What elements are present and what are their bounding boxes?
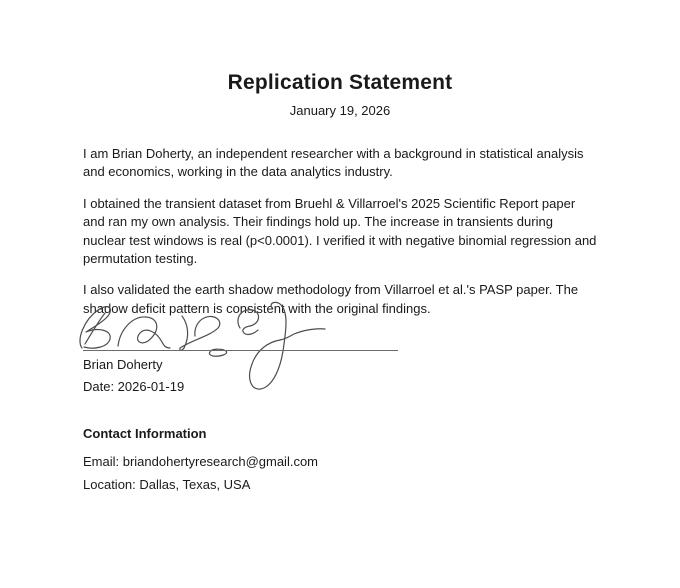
paragraph-shadow-validation: I also validated the earth shadow methodology from Villarroel et al.'s PASP paper. The shadow deficit pattern is consistent with the original findings.: [83, 282, 579, 316]
paragraph-replication-analysis: I obtained the transient dataset from Bruehl & Villarroel's 2025 Scientific Report paper and ran my own analysis. Their findings hold up. The increase in transients during nuclear test windows is real (p<0.0001). I verified it with negative binomial regression and permutation testing.: [83, 195, 597, 267]
document-date: January 19, 2026: [289, 103, 391, 118]
paragraph-introduction: I am Brian Doherty, an independent researcher with a background in statistical analysis and economics, working in the data analytics industry.: [83, 146, 584, 180]
signature-date: Date: 2026-01-19: [83, 379, 185, 394]
contact-information-heading: Contact Information: [83, 426, 207, 441]
signature-line: [83, 350, 398, 351]
contact-location: Location: Dallas, Texas, USA: [83, 477, 251, 492]
contact-email: Email: briandohertyresearch@gmail.com: [83, 454, 319, 469]
page-title: Replication Statement: [227, 71, 453, 94]
signatory-name: Brian Doherty: [83, 357, 163, 372]
